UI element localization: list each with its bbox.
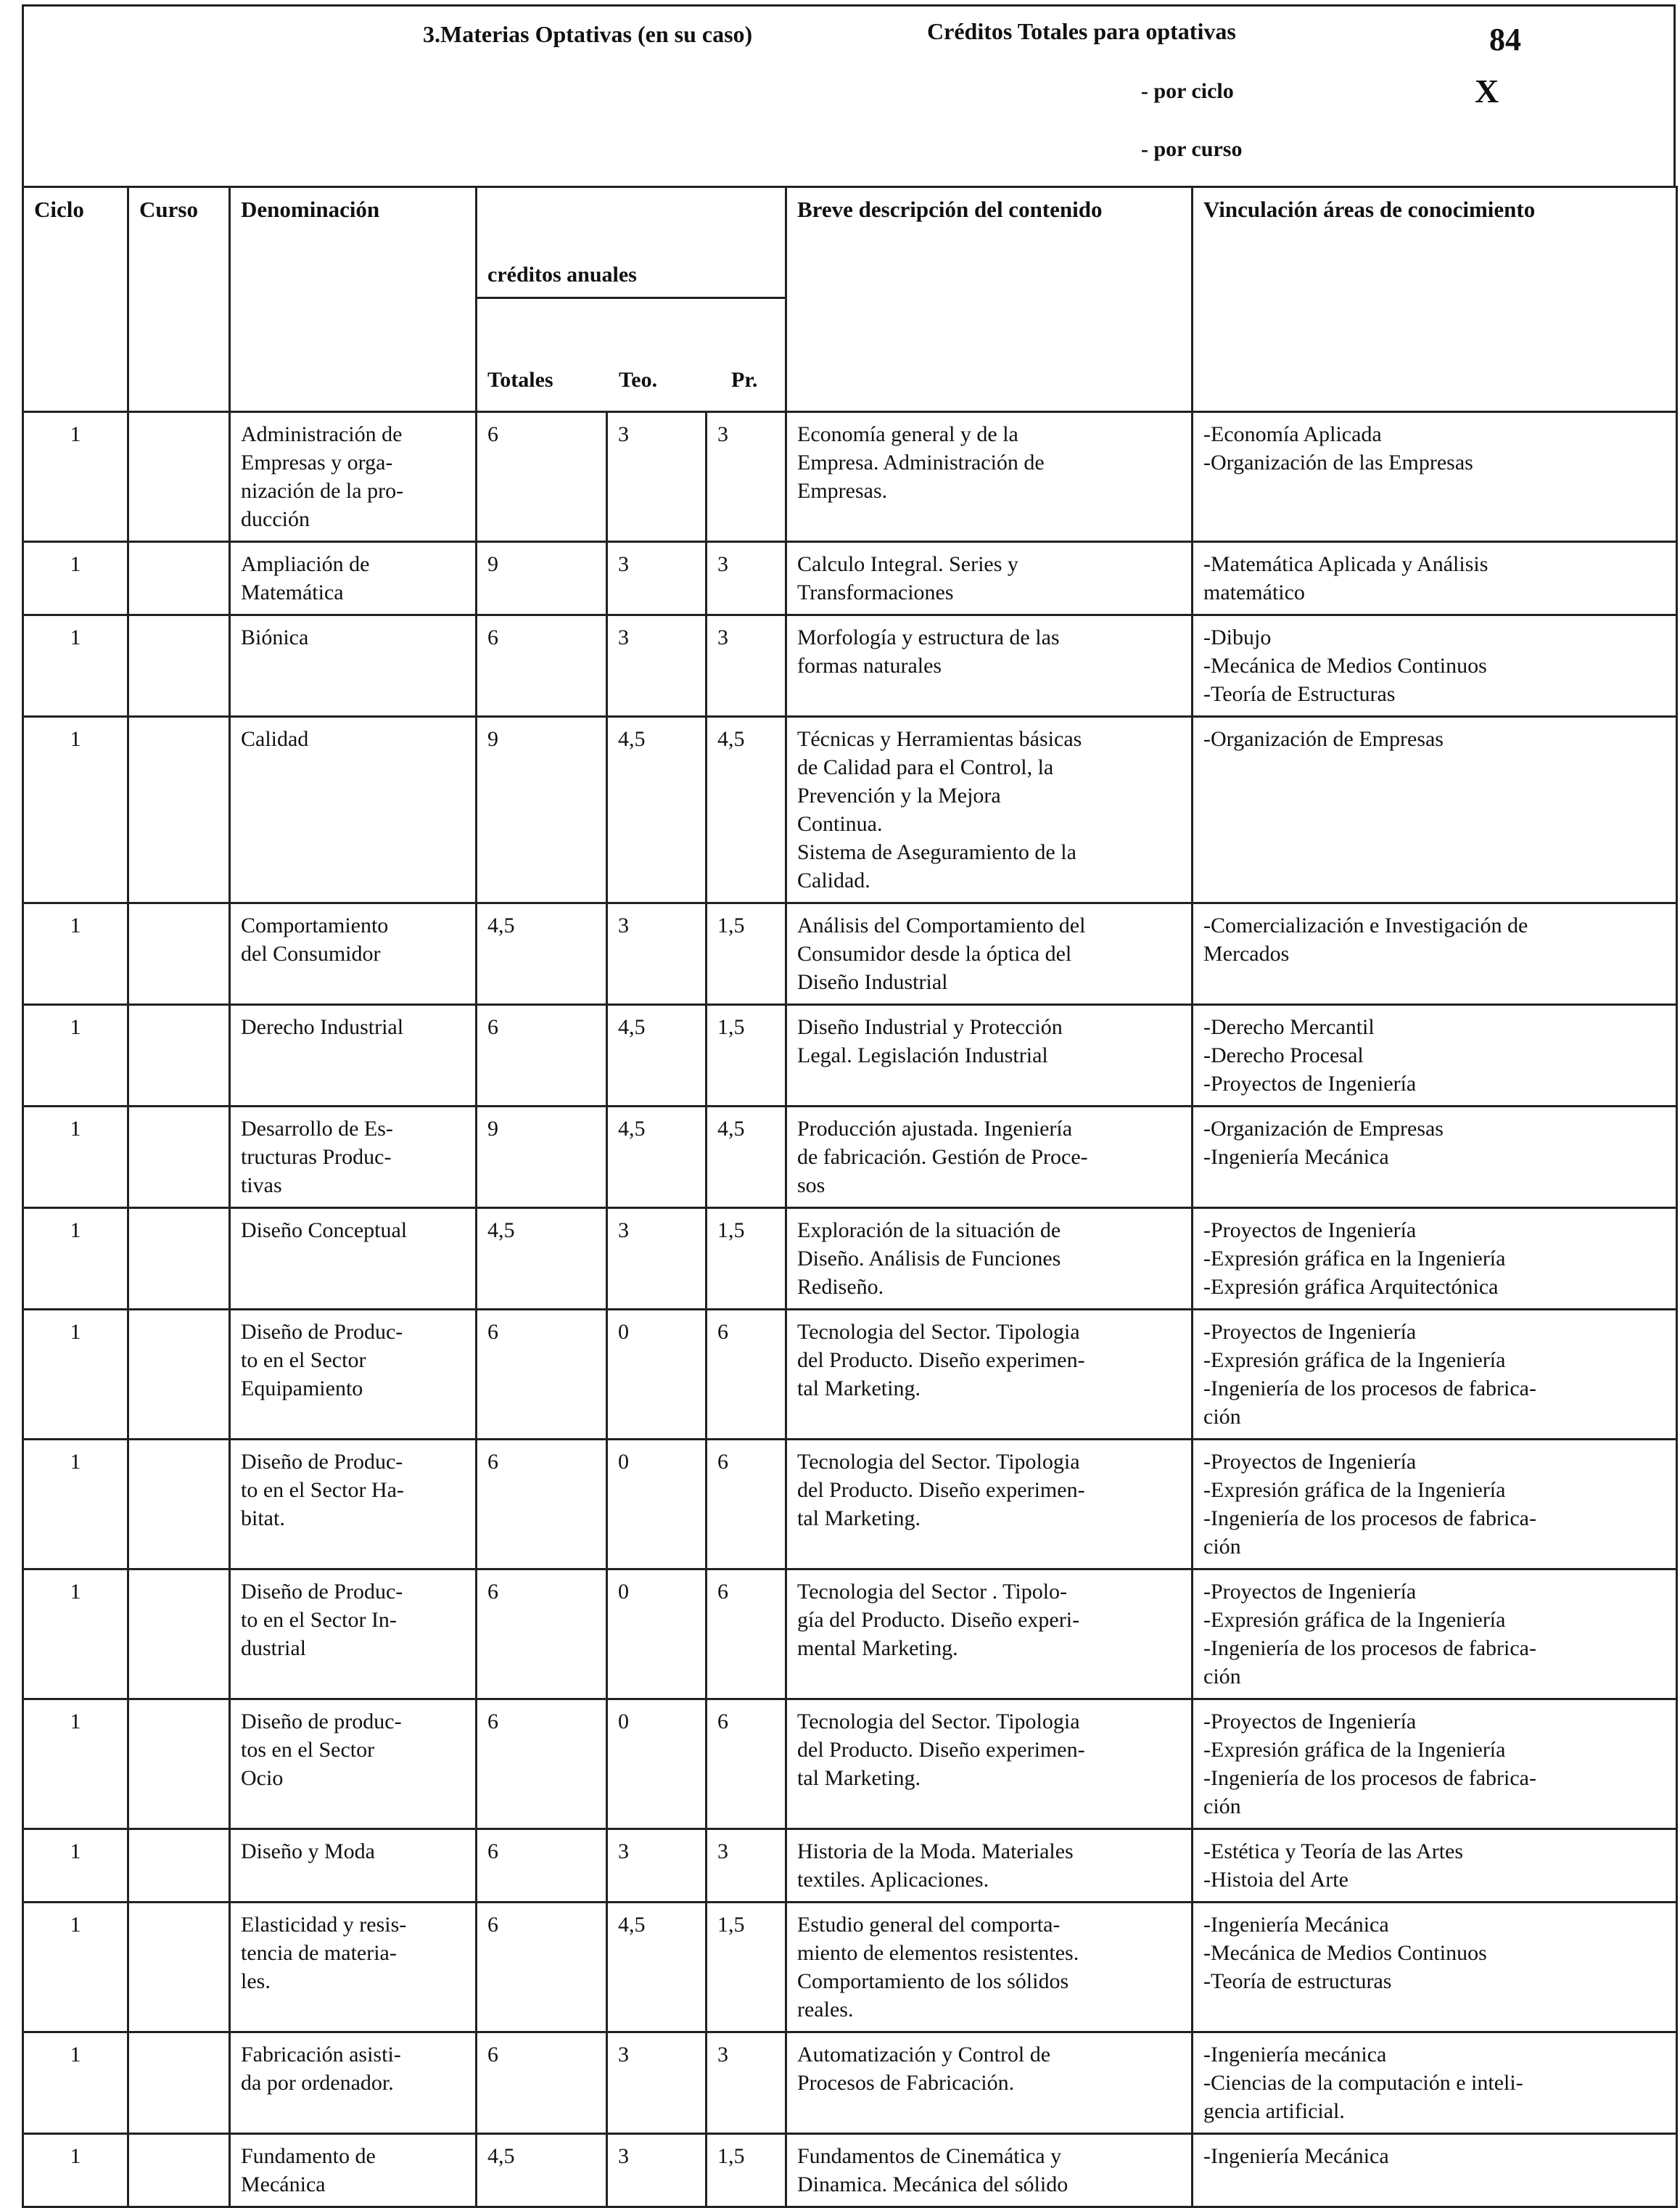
cell-vinculacion: -Comercialización e Investigación de Mercados <box>1193 903 1677 1005</box>
cell-descripcion: Automatización y Control de Procesos de Fabricación. <box>786 2032 1193 2134</box>
header-row <box>23 187 1677 412</box>
cell-vinculacion: -Organización de Empresas -Ingeniería Mecánica <box>1193 1107 1677 1208</box>
credits-total: 84 <box>1489 22 1521 57</box>
table-row <box>23 1829 1677 1903</box>
cell-ciclo: 1 <box>23 2032 128 2134</box>
cell-vinculacion: -Matemática Aplicada y Análisis matemático <box>1193 542 1677 615</box>
cell-descripcion: Tecnologia del Sector . Tipolo- gía del Producto. Diseño experi- mental Marketing. <box>786 1569 1193 1699</box>
cell-vinculacion: -Derecho Mercantil -Derecho Procesal -Proyectos de Ingeniería <box>1193 1005 1677 1107</box>
cell-denominacion: Ampliación de Matemática <box>230 542 477 615</box>
cell-denominacion: Desarrollo de Es- tructuras Produc- tivas <box>230 1107 477 1208</box>
cell-curso <box>128 1005 230 1107</box>
cell-pr: 3 <box>707 542 786 615</box>
per-course-label: - por curso <box>1141 137 1243 161</box>
cell-ciclo: 1 <box>23 1005 128 1107</box>
cell-vinculacion: -Ingeniería mecánica -Ciencias de la computación e inteli- gencia artificial. <box>1193 2032 1677 2134</box>
cell-denominacion: Administración de Empresas y orga- nización de la pro- ducción <box>230 412 477 542</box>
cell-ciclo: 1 <box>23 1829 128 1903</box>
cell-totales: 6 <box>477 1903 607 2032</box>
creditos-divider <box>477 297 785 299</box>
cell-teo: 3 <box>607 412 707 542</box>
cell-teo: 3 <box>607 1208 707 1310</box>
cell-descripcion: Análisis del Comportamiento del Consumidor desde la óptica del Diseño Industrial <box>786 903 1193 1005</box>
cell-descripcion: Tecnologia del Sector. Tipologia del Producto. Diseño experimen- tal Marketing. <box>786 1440 1193 1569</box>
table-row <box>23 2032 1677 2134</box>
cell-denominacion: Diseño de Produc- to en el Sector Ha- bitat. <box>230 1440 477 1569</box>
cell-ciclo: 1 <box>23 1569 128 1699</box>
cell-ciclo: 1 <box>23 717 128 903</box>
col-totales: Totales <box>487 368 553 392</box>
cell-totales: 4,5 <box>477 2134 607 2207</box>
cell-vinculacion: -Ingeniería Mecánica <box>1193 2134 1677 2207</box>
cell-descripcion: Tecnologia del Sector. Tipologia del Producto. Diseño experimen- tal Marketing. <box>786 1699 1193 1829</box>
cell-vinculacion: -Ingeniería Mecánica -Mecánica de Medios Continuos -Teoría de estructuras <box>1193 1903 1677 2032</box>
cell-denominacion: Diseño Conceptual <box>230 1208 477 1310</box>
table-row <box>23 1208 1677 1310</box>
cell-pr: 1,5 <box>707 1208 786 1310</box>
cell-pr: 6 <box>707 1699 786 1829</box>
credits-label: Créditos Totales para optativas <box>927 18 1236 44</box>
cell-vinculacion: -Proyectos de Ingeniería -Expresión gráfica de la Ingeniería -Ingeniería de los procesos de fabrica- ción <box>1193 1310 1677 1440</box>
header-box <box>22 4 1676 186</box>
cell-ciclo: 1 <box>23 1310 128 1440</box>
cell-teo: 3 <box>607 615 707 717</box>
cell-teo: 4,5 <box>607 1903 707 2032</box>
cell-pr: 6 <box>707 1440 786 1569</box>
cell-descripcion: Economía general y de la Empresa. Administración de Empresas. <box>786 412 1193 542</box>
cell-vinculacion: -Proyectos de Ingeniería -Expresión gráfica de la Ingeniería -Ingeniería de los procesos de fabrica- ción <box>1193 1569 1677 1699</box>
cell-curso <box>128 1699 230 1829</box>
per-cycle-value: X <box>1475 73 1499 110</box>
cell-ciclo: 1 <box>23 1208 128 1310</box>
cell-denominacion: Comportamiento del Consumidor <box>230 903 477 1005</box>
cell-denominacion: Fabricación asisti- da por ordenador. <box>230 2032 477 2134</box>
cell-ciclo: 1 <box>23 1699 128 1829</box>
cell-descripcion: Historia de la Moda. Materiales textiles. Aplicaciones. <box>786 1829 1193 1903</box>
cell-descripcion: Tecnologia del Sector. Tipologia del Producto. Diseño experimen- tal Marketing. <box>786 1310 1193 1440</box>
col-denominacion: Denominación <box>230 187 477 412</box>
creditos-anuales-label: créditos anuales <box>487 263 637 287</box>
table-row <box>23 412 1677 542</box>
cell-denominacion: Diseño y Moda <box>230 1829 477 1903</box>
cell-curso <box>128 1208 230 1310</box>
cell-ciclo: 1 <box>23 542 128 615</box>
cell-curso <box>128 542 230 615</box>
cell-denominacion: Derecho Industrial <box>230 1005 477 1107</box>
col-pr: Pr. <box>731 368 758 392</box>
cell-teo: 3 <box>607 2134 707 2207</box>
cell-teo: 0 <box>607 1569 707 1699</box>
cell-teo: 0 <box>607 1310 707 1440</box>
cell-totales: 6 <box>477 1310 607 1440</box>
cell-ciclo: 1 <box>23 1107 128 1208</box>
table-row <box>23 1107 1677 1208</box>
cell-totales: 9 <box>477 542 607 615</box>
cell-curso <box>128 2134 230 2207</box>
cell-teo: 4,5 <box>607 717 707 903</box>
cell-denominacion: Elasticidad y resis- tencia de materia- les. <box>230 1903 477 2032</box>
cell-teo: 3 <box>607 903 707 1005</box>
table-row <box>23 1699 1677 1829</box>
cell-pr: 1,5 <box>707 1005 786 1107</box>
cell-curso <box>128 1107 230 1208</box>
cell-pr: 1,5 <box>707 903 786 1005</box>
col-teo: Teo. <box>619 368 658 392</box>
cell-denominacion: Diseño de produc- tos en el Sector Ocio <box>230 1699 477 1829</box>
cell-curso <box>128 903 230 1005</box>
col-curso: Curso <box>128 187 230 412</box>
cell-totales: 6 <box>477 1005 607 1107</box>
cell-descripcion: Diseño Industrial y Protección Legal. Legislación Industrial <box>786 1005 1193 1107</box>
table-row <box>23 717 1677 903</box>
table-row <box>23 1903 1677 2032</box>
cell-teo: 4,5 <box>607 1005 707 1107</box>
cell-denominacion: Fundamento de Mecánica <box>230 2134 477 2207</box>
cell-pr: 6 <box>707 1569 786 1699</box>
cell-descripcion: Exploración de la situación de Diseño. Análisis de Funciones Rediseño. <box>786 1208 1193 1310</box>
cell-vinculacion: -Estética y Teoría de las Artes -Histoia del Arte <box>1193 1829 1677 1903</box>
cell-ciclo: 1 <box>23 615 128 717</box>
cell-pr: 4,5 <box>707 1107 786 1208</box>
cell-totales: 6 <box>477 412 607 542</box>
cell-totales: 4,5 <box>477 903 607 1005</box>
cell-pr: 6 <box>707 1310 786 1440</box>
table-row <box>23 2134 1677 2207</box>
optional-subjects-table <box>22 186 1678 2208</box>
table-row <box>23 1440 1677 1569</box>
cell-vinculacion: -Organización de Empresas <box>1193 717 1677 903</box>
cell-teo: 4,5 <box>607 1107 707 1208</box>
cell-descripcion: Fundamentos de Cinemática y Dinamica. Mecánica del sólido <box>786 2134 1193 2207</box>
cell-totales: 6 <box>477 615 607 717</box>
cell-denominacion: Diseño de Produc- to en el Sector Equipamiento <box>230 1310 477 1440</box>
cell-ciclo: 1 <box>23 1440 128 1569</box>
cell-descripcion: Estudio general del comporta- miento de elementos resistentes. Comportamiento de los sólidos reales. <box>786 1903 1193 2032</box>
cell-totales: 9 <box>477 1107 607 1208</box>
table-row <box>23 1005 1677 1107</box>
cell-curso <box>128 717 230 903</box>
cell-curso <box>128 1903 230 2032</box>
col-ciclo: Ciclo <box>23 187 128 412</box>
col-creditos-anuales <box>477 187 786 412</box>
table-row <box>23 903 1677 1005</box>
cell-vinculacion: -Dibujo -Mecánica de Medios Continuos -Teoría de Estructuras <box>1193 615 1677 717</box>
cell-curso <box>128 1440 230 1569</box>
cell-teo: 3 <box>607 2032 707 2134</box>
cell-curso <box>128 412 230 542</box>
table-row <box>23 542 1677 615</box>
cell-teo: 3 <box>607 542 707 615</box>
cell-pr: 3 <box>707 1829 786 1903</box>
section-title: 3.Materias Optativas (en su caso) <box>423 21 753 47</box>
cell-descripcion: Calculo Integral. Series y Transformaciones <box>786 542 1193 615</box>
cell-totales: 9 <box>477 717 607 903</box>
cell-curso <box>128 615 230 717</box>
cell-denominacion: Diseño de Produc- to en el Sector In- dustrial <box>230 1569 477 1699</box>
cell-pr: 4,5 <box>707 717 786 903</box>
cell-descripcion: Producción ajustada. Ingeniería de fabricación. Gestión de Proce- sos <box>786 1107 1193 1208</box>
cell-descripcion: Técnicas y Herramientas básicas de Calidad para el Control, la Prevención y la Mejora Continua. Sistema de Aseguramiento de la Calidad. <box>786 717 1193 903</box>
cell-curso <box>128 2032 230 2134</box>
table-row <box>23 615 1677 717</box>
table-row <box>23 1569 1677 1699</box>
cell-pr: 1,5 <box>707 1903 786 2032</box>
cell-ciclo: 1 <box>23 412 128 542</box>
cell-ciclo: 1 <box>23 1903 128 2032</box>
cell-ciclo: 1 <box>23 2134 128 2207</box>
cell-curso <box>128 1310 230 1440</box>
cell-teo: 0 <box>607 1699 707 1829</box>
cell-totales: 6 <box>477 1440 607 1569</box>
cell-vinculacion: -Economía Aplicada -Organización de las Empresas <box>1193 412 1677 542</box>
cell-ciclo: 1 <box>23 903 128 1005</box>
cell-vinculacion: -Proyectos de Ingeniería -Expresión gráfica de la Ingeniería -Ingeniería de los procesos de fabrica- ción <box>1193 1440 1677 1569</box>
col-descripcion: Breve descripción del contenido <box>786 187 1193 412</box>
cell-descripcion: Morfología y estructura de las formas naturales <box>786 615 1193 717</box>
cell-totales: 6 <box>477 1699 607 1829</box>
cell-totales: 4,5 <box>477 1208 607 1310</box>
cell-curso <box>128 1829 230 1903</box>
per-cycle-label: - por ciclo <box>1141 79 1234 103</box>
cell-teo: 0 <box>607 1440 707 1569</box>
cell-pr: 1,5 <box>707 2134 786 2207</box>
cell-pr: 3 <box>707 2032 786 2134</box>
cell-pr: 3 <box>707 412 786 542</box>
cell-vinculacion: -Proyectos de Ingeniería -Expresión gráfica de la Ingeniería -Ingeniería de los procesos de fabrica- ción <box>1193 1699 1677 1829</box>
cell-teo: 3 <box>607 1829 707 1903</box>
cell-totales: 6 <box>477 2032 607 2134</box>
cell-totales: 6 <box>477 1569 607 1699</box>
cell-vinculacion: -Proyectos de Ingeniería -Expresión gráfica en la Ingeniería -Expresión gráfica Arquitectónica <box>1193 1208 1677 1310</box>
cell-denominacion: Biónica <box>230 615 477 717</box>
table-row <box>23 1310 1677 1440</box>
cell-totales: 6 <box>477 1829 607 1903</box>
col-vinculacion: Vinculación áreas de conocimiento <box>1193 187 1677 412</box>
cell-pr: 3 <box>707 615 786 717</box>
cell-denominacion: Calidad <box>230 717 477 903</box>
cell-curso <box>128 1569 230 1699</box>
